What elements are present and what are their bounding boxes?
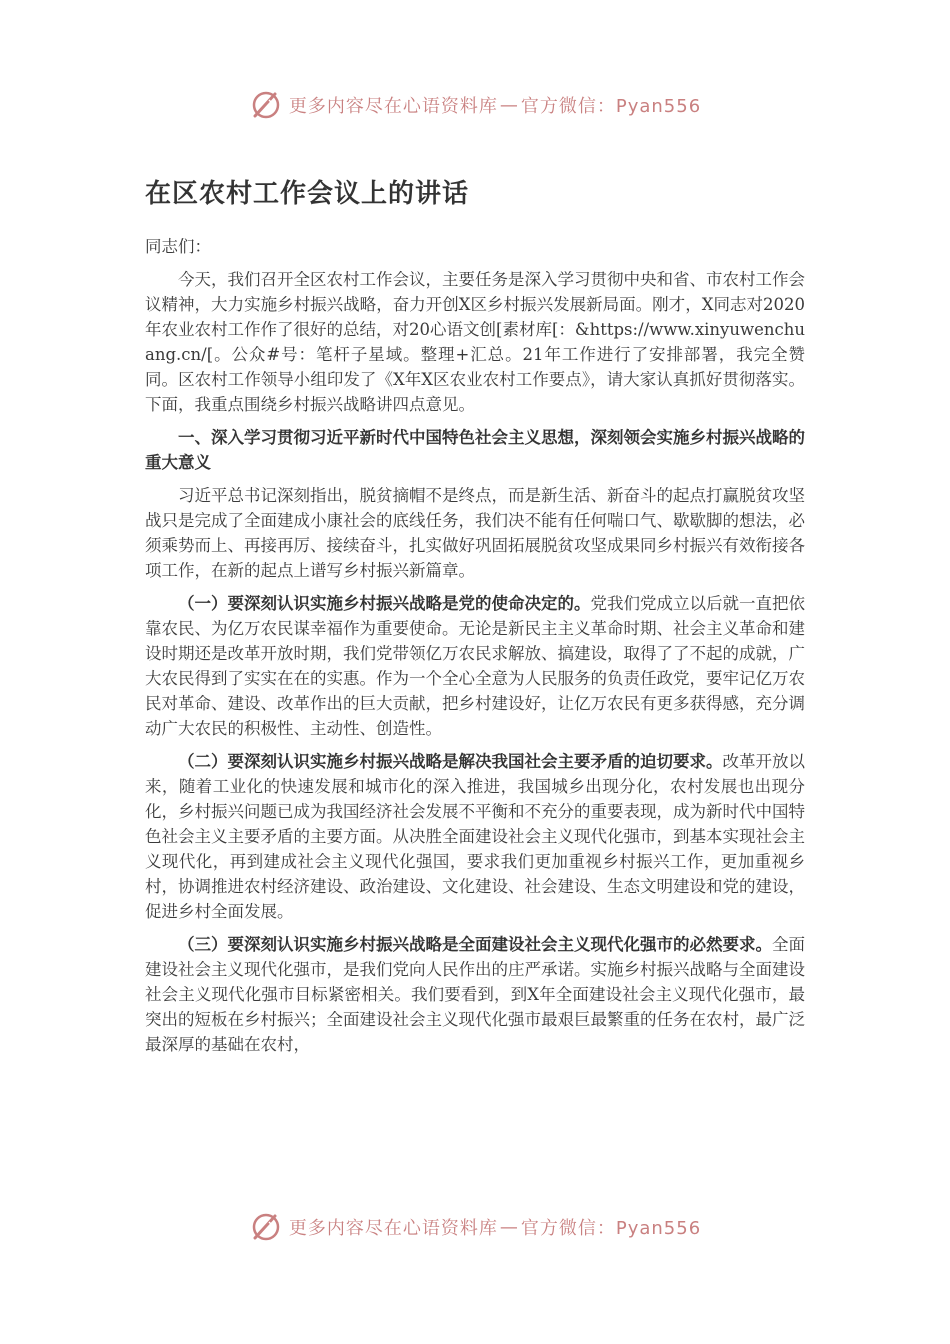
document-body bbox=[145, 172, 805, 1065]
point-1-lead: （一）要深刻认识实施乡村振兴战略是党的使命决定的。 bbox=[178, 594, 591, 613]
salutation: 同志们： bbox=[145, 237, 211, 256]
watermark-wechat: 官方微信：Pyan556 bbox=[520, 1218, 702, 1239]
point-3-paragraph bbox=[145, 932, 805, 1057]
watermark-wechat: 官方微信：Pyan556 bbox=[520, 96, 702, 117]
document-title: 在区农村工作会议上的讲话 bbox=[145, 179, 470, 209]
watermark-text: 更多内容尽在心语资料库 bbox=[288, 96, 498, 117]
point-3-lead: （三）要深刻认识实施乡村振兴战略是全面建设社会主义现代化强市的必然要求。 bbox=[178, 935, 772, 954]
point-3-body: 全面建设社会主义现代化强市，是我们党向人民作出的庄严承诺。实施乡村振兴战略与全面建设社会主义现代化强市目标紧密相关。我们要看到，到X年全面建设社会主义现代化强市，最突出的短板在乡村振兴；全面建设社会主义现代化强市最艰巨最繁重的任务在农村，最广泛最深厚的基础在农村， bbox=[145, 935, 805, 1054]
watermark-separator: — bbox=[499, 1216, 519, 1238]
watermark-banner-bottom bbox=[0, 1207, 950, 1247]
watermark-text: 更多内容尽在心语资料库 bbox=[288, 1218, 498, 1239]
intro-paragraph: 今天，我们召开全区农村工作会议，主要任务是深入学习贯彻中央和省、市农村工作会议精神，大力实施乡村振兴战略，奋力开创X区乡村振兴发展新局面。刚才，X同志对2020年农业农村工作作了很好的总结，对20心语文创[素材库[：&https://www.xinyuwenchuang.cn/[。公众#号：笔杆子星域。整理+汇总。21年工作进行了安排部署，我完全赞同。区农村工作领导小组印发了《X年X区农业农村工作要点》，请大家认真抓好贯彻落实。下面，我重点围绕乡村振兴战略讲四点意见。 bbox=[145, 270, 805, 414]
point-2-body: 改革开放以来，随着工业化的快速发展和城市化的深入推进，我国城乡出现分化，农村发展也出现分化，乡村振兴问题已成为我国经济社会发展不平衡和不充分的重要表现，成为新时代中国特色社会主义主要矛盾的主要方面。从决胜全面建设社会主义现代化强市，到基本实现社会主义现代化，再到建成社会主义现代化强国，要求我们更加重视乡村振兴工作，更加重视乡村，协调推进农村经济建设、政治建设、文化建设、社会建设、生态文明建设和党的建设，促进乡村全面发展。 bbox=[145, 752, 805, 921]
pen-logo-icon bbox=[249, 88, 283, 122]
section-1-paragraph: 习近平总书记深刻指出，脱贫摘帽不是终点，而是新生活、新奋斗的起点打赢脱贫攻坚战只是完成了全面建成小康社会的底线任务，我们决不能有任何喘口气、歇歇脚的想法，必须乘势而上、再接再厉、接续奋斗，扎实做好巩固拓展脱贫攻坚成果同乡村振兴有效衔接各项工作，在新的起点上谱写乡村振兴新篇章。 bbox=[145, 486, 805, 580]
point-2-paragraph bbox=[145, 749, 805, 924]
watermark-banner-top bbox=[0, 85, 950, 125]
point-1-body: 党我们党成立以后就一直把依靠农民、为亿万农民谋幸福作为重要使命。无论是新民主主义革命时期、社会主义革命和建设时期还是改革开放时期，我们党带领亿万农民求解放、搞建设，取得了了不起的成就，广大农民得到了实实在在的实惠。作为一个全心全意为人民服务的负责任政党，要牢记亿万农民对革命、建设、改革作出的巨大贡献，把乡村建设好，让亿万农民有更多获得感，充分调动广大农民的积极性、主动性、创造性。 bbox=[145, 594, 805, 738]
pen-logo-icon bbox=[249, 1210, 283, 1244]
point-2-lead: （二）要深刻认识实施乡村振兴战略是解决我国社会主要矛盾的迫切要求。 bbox=[178, 752, 723, 771]
point-1-paragraph bbox=[145, 591, 805, 741]
section-1-heading: 一、深入学习贯彻习近平新时代中国特色社会主义思想，深刻领会实施乡村振兴战略的重大意义 bbox=[145, 428, 805, 472]
watermark-separator: — bbox=[499, 94, 519, 116]
